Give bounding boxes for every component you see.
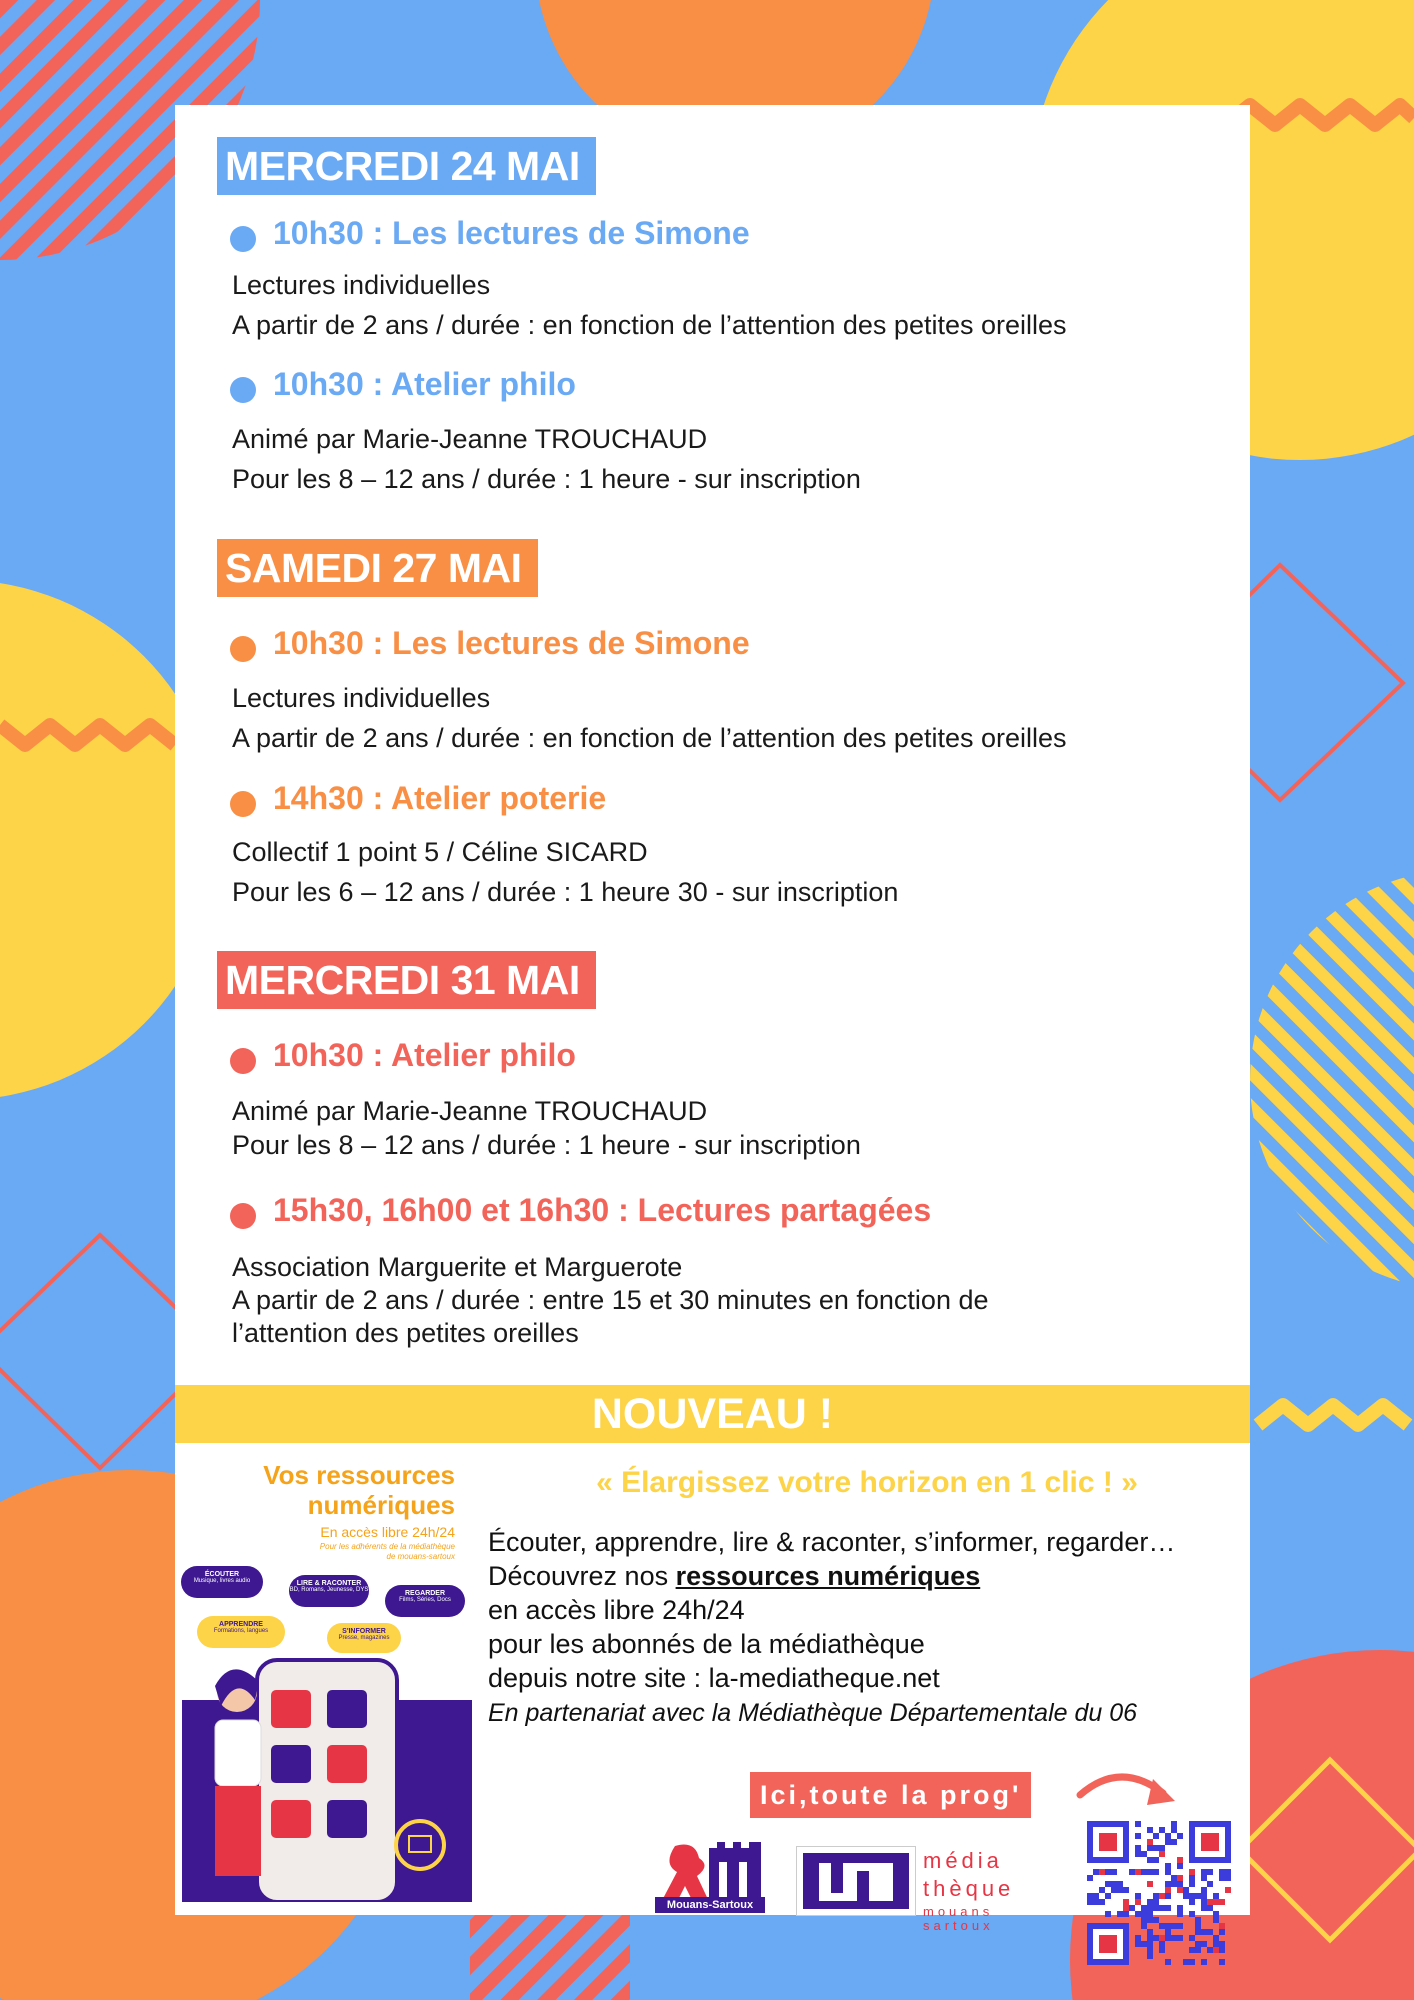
flyer-bubble: [327, 1623, 401, 1653]
bubble-body: Formations, langues: [213, 1628, 269, 1634]
logo-text: thèque: [923, 1876, 1015, 1901]
resources-link[interactable]: ressources numériques: [675, 1561, 981, 1591]
resources-line: [488, 1559, 1175, 1593]
nouveau-banner: NOUVEAU !: [175, 1385, 1250, 1443]
event-title: 14h30 : Atelier poterie: [273, 780, 607, 816]
mediatheque-logo: [796, 1846, 916, 1916]
digital-resources-flyer: [177, 1460, 475, 1902]
event-line: Pour les 8 – 12 ans / durée : 1 heure - sur inscription: [232, 464, 861, 494]
bullet-icon: [230, 377, 256, 403]
event-title: 10h30 : Les lectures de Simone: [273, 625, 750, 661]
resources-line: Écouter, apprendre, lire & raconter, s’informer, regarder…: [488, 1527, 1176, 1557]
flyer-title: Vos ressources: [263, 1460, 455, 1490]
partner-line: [488, 1695, 1175, 1730]
flyer-bubble: [181, 1566, 263, 1598]
program-card: [175, 105, 1250, 1933]
stripes-shape: [470, 1900, 630, 2000]
flyer-bubble: [385, 1585, 465, 1617]
resources-line: depuis notre site : la-mediatheque.net: [488, 1663, 940, 1693]
resources-text: [488, 1525, 1175, 1730]
event-title: 10h30 : Atelier philo: [273, 1037, 576, 1073]
event-line: Lectures individuelles: [232, 683, 491, 713]
flyer-bubble: [197, 1616, 285, 1648]
day-heading: MERCREDI 31 MAI: [217, 951, 596, 1009]
event-line: A partir de 2 ans / durée : en fonction de l’attention des petites oreilles: [232, 723, 1067, 753]
bubble-head: REGARDER: [404, 1590, 446, 1597]
event-title: 15h30, 16h00 et 16h30 : Lectures partagées: [273, 1192, 932, 1228]
logo-text: mouans: [923, 1904, 994, 1919]
bubble-head: ÉCOUTER: [204, 1571, 240, 1578]
event-title: 10h30 : Les lectures de Simone: [273, 215, 750, 251]
event-line: Association Marguerite et Marguerote: [232, 1252, 683, 1282]
event-title: 10h30 : Atelier philo: [273, 366, 576, 402]
bullet-icon: [230, 226, 256, 252]
event-line: Pour les 6 – 12 ans / durée : 1 heure 30 - sur inscription: [232, 877, 899, 907]
event-line: Collectif 1 point 5 / Céline SICARD: [232, 837, 648, 867]
event-line: Lectures individuelles: [232, 270, 491, 300]
bubble-body: Musique, livres audio: [193, 1578, 251, 1584]
partner-text: En partenariat avec la Médiathèque Départementale du 06: [488, 1699, 1138, 1727]
flyer-bubble: [289, 1575, 369, 1607]
resources-prefix: Découvrez nos: [488, 1561, 676, 1591]
event-line: l’attention des petites oreilles: [232, 1318, 579, 1348]
flyer-note: de mouans-sartoux: [386, 1552, 455, 1561]
logo-text: sartoux: [923, 1918, 994, 1933]
event-line: A partir de 2 ans / durée : entre 15 et 30 minutes en fonction de: [232, 1285, 989, 1315]
bullet-icon: [230, 1048, 256, 1074]
day-heading: MERCREDI 24 MAI: [217, 137, 596, 195]
slogan: « Élargissez votre horizon en 1 clic ! »: [596, 1466, 1138, 1499]
flyer-note: Pour les adhérents de la médiathèque: [319, 1542, 455, 1551]
day-heading: SAMEDI 27 MAI: [217, 539, 538, 597]
flyer-title: numériques: [307, 1490, 455, 1520]
resources-line: en accès libre 24h/24: [488, 1595, 745, 1625]
flyer-subtitle: En accès libre 24h/24: [320, 1524, 455, 1540]
bubble-body: Films, Séries, Docs: [399, 1597, 451, 1603]
arrow-icon: [1075, 1765, 1185, 1815]
bullet-icon: [230, 636, 256, 662]
bullet-icon: [230, 1203, 256, 1229]
event-line: Animé par Marie-Jeanne TROUCHAUD: [232, 424, 708, 454]
bubble-body: Presse, magazines: [338, 1635, 390, 1641]
logo-text: média: [923, 1848, 1003, 1873]
bubble-body: BD, Romans, Jeunesse, DYS: [289, 1587, 369, 1593]
qr-code[interactable]: [1087, 1821, 1231, 1965]
event-line: Animé par Marie-Jeanne TROUCHAUD: [232, 1096, 708, 1126]
event-line: A partir de 2 ans / durée : en fonction de l’attention des petites oreilles: [232, 310, 1067, 340]
resources-line: pour les abonnés de la médiathèque: [488, 1629, 925, 1659]
prog-label: Ici,toute la prog': [750, 1772, 1031, 1818]
bubble-head: S'INFORMER: [342, 1628, 386, 1635]
town-name: Mouans-Sartoux: [655, 1897, 765, 1913]
mediatheque-logo-mark: [797, 1847, 915, 1915]
event-line: Pour les 8 – 12 ans / durée : 1 heure - sur inscription: [232, 1130, 861, 1160]
bullet-icon: [230, 791, 256, 817]
bubble-head: LIRE & RACONTER: [296, 1580, 362, 1587]
bubble-head: APPRENDRE: [219, 1621, 263, 1628]
